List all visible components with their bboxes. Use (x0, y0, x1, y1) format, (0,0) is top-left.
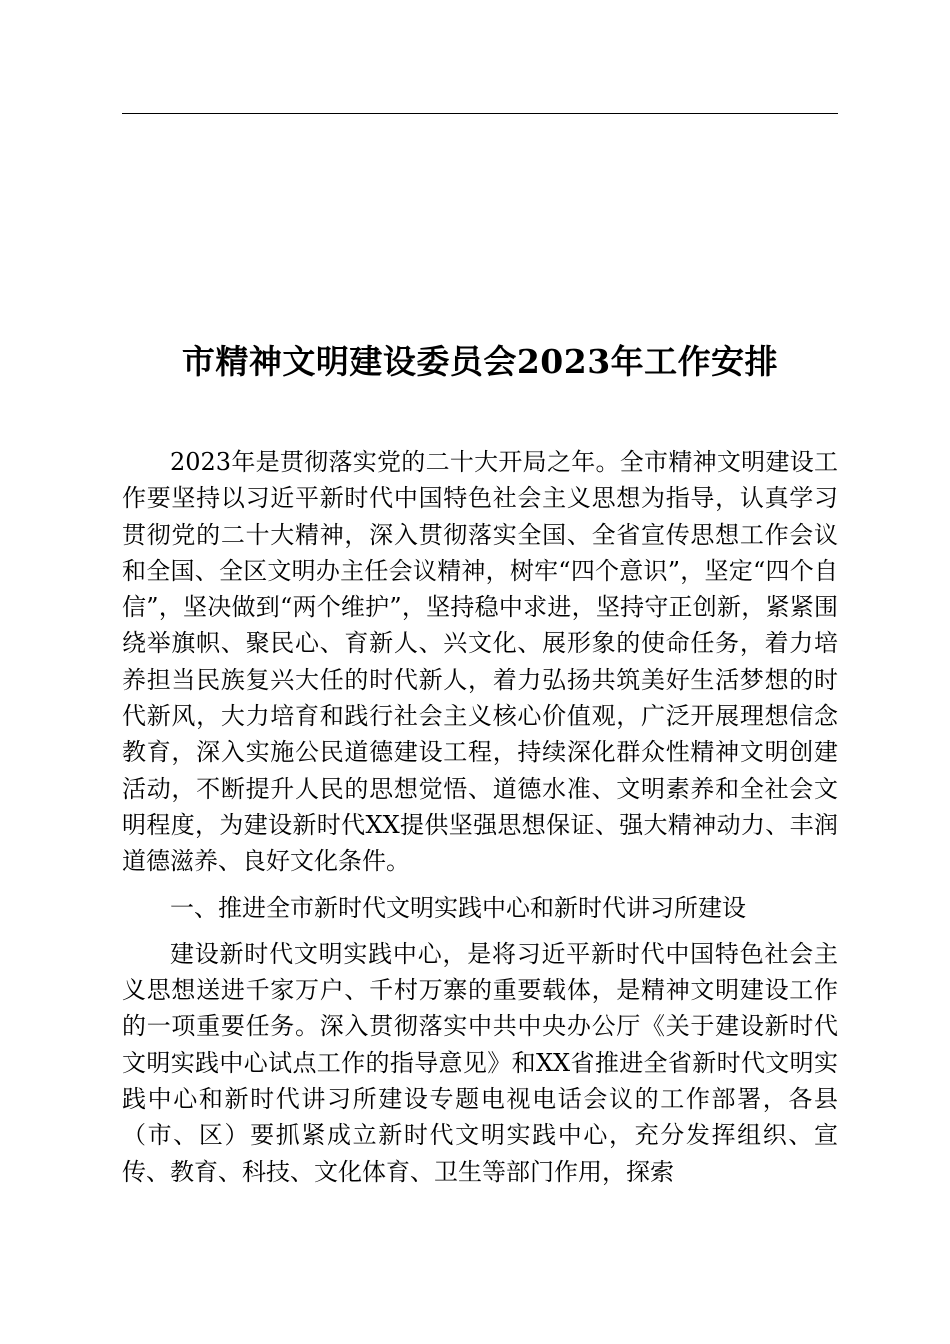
header-rule (122, 113, 838, 114)
intro-paragraph: 2023年是贯彻落实党的二十大开局之年。全市精神文明建设工作要坚持以习近平新时代中国特色社会主义思想为指导，认真学习贯彻党的二十大精神，深入贯彻落实全国、全省宣传思想工作会议和全国、全区文明办主任会议精神，树牢“四个意识”，坚定“四个自信”，坚决做到“两个维护”，坚持稳中求进，坚持守正创新，紧紧围绕举旗帜、聚民心、育新人、兴文化、展形象的使命任务，着力培养担当民族复兴大任的时代新人，着力弘扬共筑美好生活梦想的时代新风，大力培育和践行社会主义核心价值观，广泛开展理想信念教育，深入实施公民道德建设工程，持续深化群众性精神文明创建活动，不断提升人民的思想觉悟、道德水准、文明素养和全社会文明程度，为建设新时代XX提供坚强思想保证、强大精神动力、丰润道德滋养、良好文化条件。 (122, 448, 838, 876)
document-body (122, 444, 838, 1190)
document-title: 市精神文明建设委员会2023年工作安排 (181, 342, 779, 382)
section-heading: 一、推进全市新时代文明实践中心和新时代讲习所建设 (170, 893, 746, 922)
section-paragraph: 建设新时代文明实践中心，是将习近平新时代中国特色社会主义思想送进千家万户、千村万寨的重要载体，是精神文明建设工作的一项重要任务。深入贯彻落实中共中央办公厅《关于建设新时代文明实践中心试点工作的指导意见》和XX省推进全省新时代文明实践中心和新时代讲习所建设专题电视电话会议的工作部署，各县（市、区）要抓紧成立新时代文明实践中心，充分发挥组织、宣传、教育、科技、文化体育、卫生等部门作用，探索 (122, 939, 838, 1186)
